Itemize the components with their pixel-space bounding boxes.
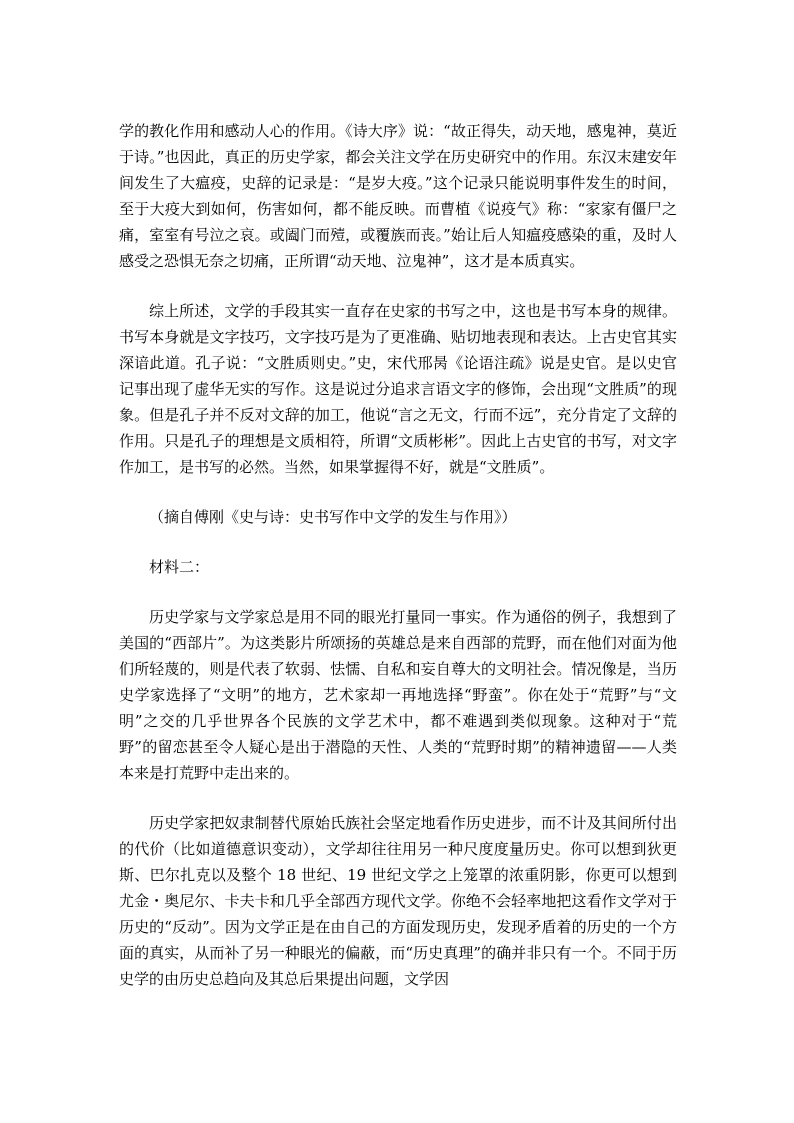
paragraph-western-films: 历史学家与文学家总是用不同的眼光打量同一事实。作为通俗的例子，我想到了美国的“西部片”。为这类影片所颂扬的英雄总是来自西部的荒野，而在他们对面为他们所轻蔑的，则是代表了软弱、怯懦、自私和妄自尊大的文明社会。情况像是，当历史学家选择了“文明”的地方，艺术家却一再地选择“野蛮”。你在处于“荒野”与“文明”之交的几乎世界各个民族的文学艺术中，都不难遇到类似现象。这种对于“荒野”的留恋甚至令人疑心是出于潜隐的天性、人类的“荒野时期”的精神遗留——人类本来是打荒野中走出来的。 (119, 608, 677, 782)
source-citation: （摘自傅刚《史与诗：史书写作中文学的发生与作用》） (149, 508, 517, 526)
paragraph-continuation: 学的教化作用和感动人心的作用。《诗大序》说：“故正得失，动天地，感鬼神，莫近于诗。”也因此，真正的历史学家，都会关注文学在历史研究中的作用。东汉末建安年间发生了大瘟疫，史辞的记录是：“是岁大疫。”这个记录只能说明事件发生的时间，至于大疫大到如何，伤害如何，都不能反映。而曹植《说疫气》称：“家家有僵尸之痛，室室有号泣之哀。或阖门而殪，或覆族而丧。”始让后人知瘟疫感染的重，及时人感受之恐惧无奈之切痛，正所谓“动天地、泣鬼神”，这才是本质真实。 (119, 122, 677, 270)
material-two-heading: 材料二： (149, 558, 210, 576)
paragraph-history-vs-literature: 历史学家把奴隶制替代原始氏族社会坚定地看作历史进步，而不计及其间所付出的代价（比如道德意识变动），文学却往往用另一种尺度度量历史。你可以想到狄更斯、巴尔扎克以及整个 18 世纪、19 世纪文学之上笼罩的浓重阴影，你更可以想到尤金・奥尼尔、卡夫卡和几乎全部西方现代文学。你绝不会轻率地把这看作文学对于历史的“反动”。因为文学正是在由自己的方面发现历史，发现矛盾着的历史的一个方面的真实，从而补了另一种眼光的偏蔽，而“历史真理”的确并非只有一个。不同于历史学的由历史总趋向及其总后果提出问题，文学因 (119, 814, 677, 988)
paragraph-summary: 综上所述，文学的手段其实一直存在史家的书写之中，这也是书写本身的规律。书写本身就是文字技巧，文字技巧是为了更准确、贴切地表现和表达。上古史官其实深谙此道。孔子说：“文胜质则史。”史，宋代邢昺《论语注疏》说是史官。是以史官记事出现了虚华无实的写作。这是说过分追求言语文字的修饰，会出现“文胜质”的现象。但是孔子并不反对文辞的加工，他说“言之无文，行而不远”，充分肯定了文辞的作用。只是孔子的理想是文质相符，所谓“文质彬彬”。因此上古史官的书写，对文字作加工，是书写的必然。当然，如果掌握得不好，就是“文胜质”。 (119, 302, 677, 476)
document-page (119, 118, 677, 992)
